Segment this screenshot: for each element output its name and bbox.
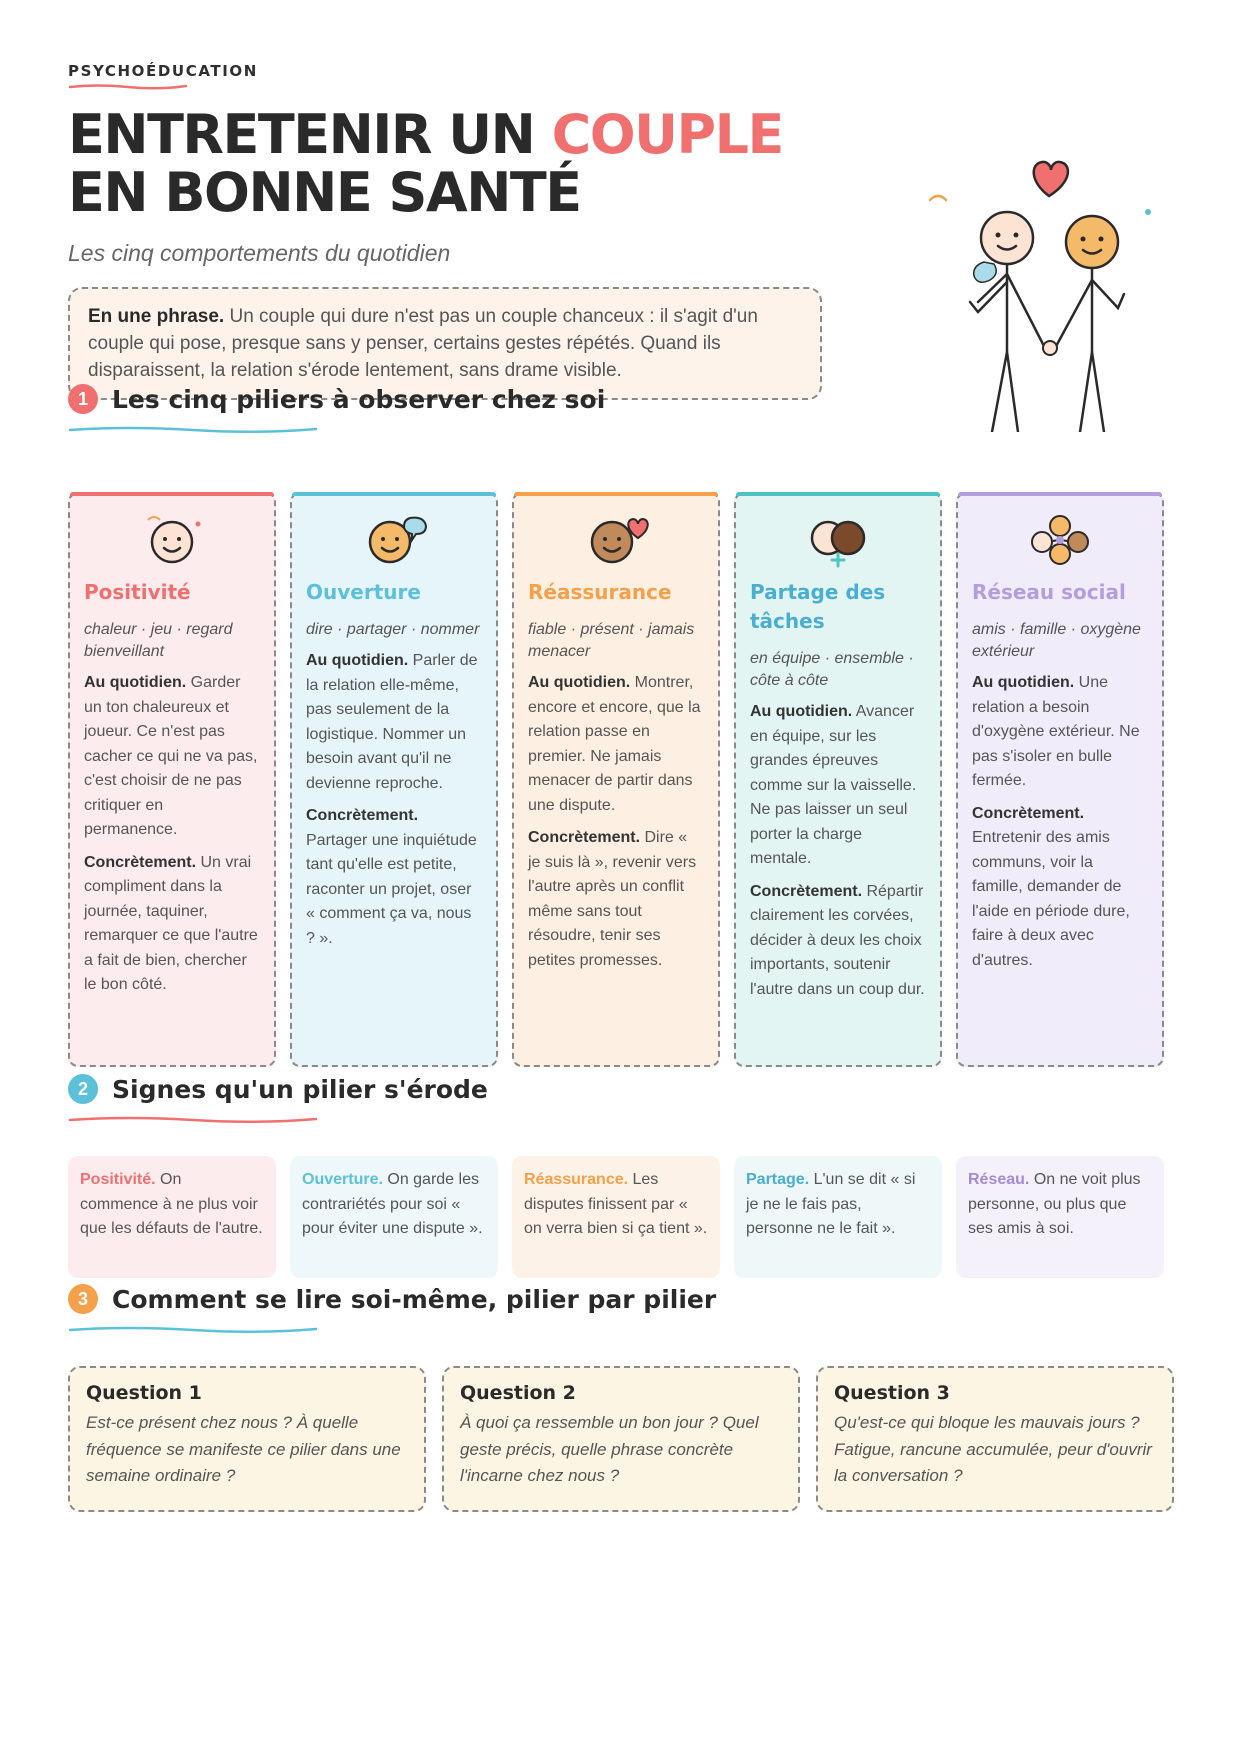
pillar-title: Réseau social: [972, 580, 1126, 604]
question-text: Est-ce présent chez nous ? À quelle fréquence se manifeste ce pilier dans une semaine ordinaire ?: [86, 1413, 401, 1485]
kicker-underline: [68, 82, 188, 90]
sign-label: Partage.: [746, 1171, 810, 1188]
intro-lead: En une phrase.: [88, 306, 225, 327]
pillar-concrete: [306, 804, 482, 951]
sign-label: Positivité.: [80, 1171, 156, 1188]
pillar-daily-text: Parler de la relation elle-même, pas seulement de la logistique. Nommer un besoin avant qu'il ne devienne reproche.: [306, 652, 478, 792]
sign-text: Les disputes finissent par « on verra bien si ça tient ».: [524, 1171, 708, 1237]
pillar-concrete-text: Répartir clairement les corvées, décider à deux les choix importants, soutenir l'autre dans un coup dur.: [750, 882, 925, 998]
pillar-title: Partage des tâches: [750, 580, 886, 633]
sign-text: On ne voit plus personne, ou plus que ses amis à soi.: [968, 1171, 1141, 1237]
section2-header: [68, 1074, 488, 1104]
pillar-concrete: [750, 880, 926, 1003]
questions-row: [68, 1366, 1176, 1512]
pillars-row: [68, 492, 1176, 1067]
sign-card-reassurance: [512, 1156, 720, 1278]
pillar-daily-label: Au quotidien.: [528, 674, 631, 691]
question-title: Question 2: [460, 1382, 576, 1404]
sparkle-icon: [930, 196, 946, 200]
title-line2: EN BONNE SANTÉ: [68, 161, 581, 224]
pillar-daily-text: Montrer, encore et encore, que la relation passe en premier. Ne jamais menacer de partir dans une dispute.: [528, 674, 701, 814]
pillar-keywords: fiable · présent · jamais menacer: [528, 621, 695, 660]
sign-card-positivite: [68, 1156, 276, 1278]
sign-text: L'un se dit « si je ne le fais pas, personne ne le fait ».: [746, 1171, 916, 1237]
pillar-card-ouverture: [290, 492, 498, 1067]
pillar-keywords: en équipe · ensemble · côte à côte: [750, 650, 914, 689]
question-text: Qu'est-ce qui bloque les mauvais jours ? Fatigue, rancune accumulée, peur d'ouvrir la conversation ?: [834, 1413, 1152, 1485]
pillar-daily-text: Une relation a besoin d'oxygène extérieur. Ne pas s'isoler en bulle fermée.: [972, 674, 1140, 789]
pillar-concrete-text: Entretenir des amis communs, voir la famille, demander de l'aide en période dure, faire à deux avec d'autres.: [972, 829, 1130, 969]
smiley-icon: [132, 512, 212, 568]
sign-label: Ouverture.: [302, 1171, 383, 1188]
question-title: Question 1: [86, 1382, 202, 1404]
two-circles-icon: [798, 512, 878, 568]
pillar-topbar: [514, 492, 718, 496]
pillar-topbar: [736, 492, 940, 496]
sign-text: On commence à ne plus voir que les défauts de l'autre.: [80, 1171, 263, 1237]
question-card: [816, 1366, 1174, 1512]
pillar-concrete-label: Concrètement.: [750, 882, 863, 900]
pillar-concrete-label: Concrètement.: [306, 807, 419, 824]
signs-row: [68, 1156, 1176, 1278]
pillar-keywords: amis · famille · oxygène extérieur: [972, 621, 1141, 660]
sign-card-reseau: [956, 1156, 1164, 1278]
sign-label: Réseau.: [968, 1171, 1030, 1188]
pillar-card-positivite: [68, 492, 276, 1067]
section3-underline: [68, 1324, 318, 1334]
question-card: [442, 1366, 800, 1512]
pillar-daily-text: Garder un ton chaleureux et joueur. Ce n'est pas cacher ce qui ne va pas, c'est choisir de ne pas critiquer en permanence.: [84, 674, 258, 838]
pillar-concrete: [84, 851, 260, 998]
pillar-daily: [972, 671, 1148, 794]
speech-face-icon: [354, 512, 434, 568]
pillar-daily: [750, 700, 926, 872]
pillar-keywords: chaleur · jeu · regard bienveillant: [84, 621, 233, 660]
pillar-topbar: [292, 492, 496, 496]
pillar-concrete-label: Concrètement.: [84, 853, 197, 871]
pillar-concrete: [972, 802, 1148, 974]
subtitle: Les cinq comportements du quotidien: [68, 240, 451, 266]
pillar-daily: [528, 671, 704, 818]
pillar-topbar: [70, 492, 274, 496]
section2-underline: [68, 1114, 318, 1124]
dot-icon: [1145, 209, 1151, 215]
section3-header: [68, 1284, 716, 1314]
intro-text: Un couple qui dure n'est pas un couple chanceux : il s'agit d'un couple qui pose, presque sans y penser, certains gestes répétés. Quand ils disparaissent, la relation s'érode lentement, sans drame visible.: [88, 306, 758, 381]
pillar-concrete-text: Dire « je suis là », revenir vers l'autre après un conflit même sans tout résoudre, tenir ses petites promesses.: [528, 829, 697, 969]
question-card: [68, 1366, 426, 1512]
sign-label: Réassurance.: [524, 1171, 629, 1188]
question-title: Question 3: [834, 1382, 950, 1404]
pillar-daily-label: Au quotidien.: [84, 674, 187, 691]
section1-number: 1: [68, 384, 98, 414]
section3-number: 3: [68, 1284, 98, 1314]
section2-number: 2: [68, 1074, 98, 1104]
pillar-daily-label: Au quotidien.: [972, 674, 1075, 691]
section3-title: Comment se lire soi-même, pilier par pilier: [112, 1284, 717, 1314]
section1-title: Les cinq piliers à observer chez soi: [112, 384, 606, 414]
pillar-keywords: dire · partager · nommer: [306, 621, 480, 638]
pillar-card-reassurance: [512, 492, 720, 1067]
pillar-daily-text: Avancer en équipe, sur les grandes épreuves comme sur la vaisselle. Ne pas laisser un seul porter la charge mentale.: [750, 703, 917, 867]
pillar-daily-label: Au quotidien.: [306, 652, 409, 669]
pillar-card-partage: [734, 492, 942, 1067]
heart-face-icon: [576, 512, 656, 568]
pillar-daily-label: Au quotidien.: [750, 703, 853, 720]
sign-text: On garde les contrariétés pour soi « pour éviter une dispute ».: [302, 1171, 483, 1237]
pillar-daily: [306, 649, 482, 796]
heart-icon: [1034, 162, 1068, 196]
sign-card-partage: [734, 1156, 942, 1278]
pillar-daily: [84, 671, 260, 843]
pillar-title: Réassurance: [528, 580, 672, 604]
page: [68, 62, 1176, 1485]
pillar-topbar: [958, 492, 1162, 496]
pillar-title: Positivité: [84, 580, 191, 604]
title-accent: COUPLE: [551, 103, 783, 166]
couple-illustration: [918, 112, 1228, 432]
pillar-concrete: [528, 826, 704, 973]
pillar-concrete-text: Un vrai compliment dans la journée, taquiner, remarquer ce que l'autre a fait de bien, chercher le bon côté.: [84, 853, 258, 993]
pillar-concrete-label: Concrètement.: [528, 829, 641, 846]
pillar-title: Ouverture: [306, 580, 421, 604]
pillar-concrete-text: Partager une inquiétude tant qu'elle est petite, raconter un projet, oser « comment ça va, nous ? ».: [306, 831, 477, 947]
kicker: PSYCHOÉDUCATION: [68, 62, 258, 80]
pillar-concrete-label: Concrètement.: [972, 804, 1085, 822]
network-icon: [1020, 512, 1100, 568]
sign-card-ouverture: [290, 1156, 498, 1278]
question-text: À quoi ça ressemble un bon jour ? Quel geste précis, quelle phrase concrète l'incarne chez nous ?: [460, 1413, 759, 1485]
section1-underline: [68, 424, 318, 434]
section1-header: [68, 384, 605, 414]
section2-title: Signes qu'un pilier s'érode: [112, 1074, 488, 1104]
title-part1: ENTRETENIR UN: [68, 103, 552, 166]
pillar-card-reseau: [956, 492, 1164, 1067]
